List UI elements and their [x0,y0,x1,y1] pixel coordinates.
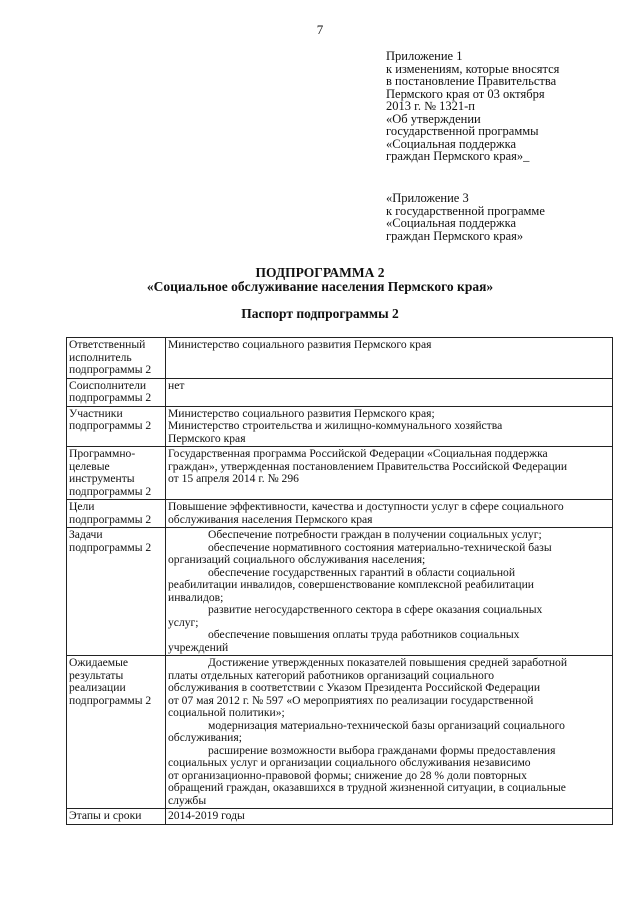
row-value-line: обеспечение государственных гарантий в области социальной [208,566,516,579]
row-value-line: нет [168,379,185,392]
subprogram-title [0,266,640,294]
row-label-line: Этапы и сроки [69,810,142,822]
row-value-line: Государственная программа Российской Федерации «Социальная поддержка [168,448,548,460]
row-value-line: от организационно-правовой формы; снижение до 28 % доли повторных [168,769,527,782]
row-value-line: инвалидов; [168,591,224,604]
row-value-line: услуг; [168,616,199,629]
row-label-line: подпрограммы 2 [69,420,152,432]
row-value-line: учреждений [168,641,229,654]
row-value-cell [166,338,613,379]
row-label-cell [67,406,166,447]
row-label-line: Ответственный [69,339,146,351]
row-value-line: Достижение утвержденных показателей повышения средней заработной [208,657,568,669]
table-row [67,809,613,825]
appendix-1-line: в постановление Правительства [386,74,557,88]
row-value-line: от 07 мая 2012 г. № 597 «О мероприятиях по реализации государственной [168,694,534,707]
appendix-1-line: граждан Пермского края»_ [386,149,530,163]
row-label-cell [67,500,166,528]
row-value-line: социальных услуг и организации социального обслуживания независимо [168,757,531,769]
row-value-line: Министерство социального развития Пермского края; [168,407,435,420]
row-label-line: целевые [69,460,110,473]
row-value-line: модернизация материально-технической базы организаций социального [208,719,565,732]
row-value-cell [166,528,613,656]
row-value-line: обеспечение нормативного состояния материально-технической базы [208,541,552,554]
row-value-line: обращений граждан, оказавшихся в трудной жизненной ситуации, в социальные [168,782,566,794]
row-value-line: развитие негосударственного сектора в сфере оказания социальных [208,604,543,616]
row-value-cell [166,656,613,809]
row-value-cell [166,447,613,500]
row-label-line: результаты [69,669,124,682]
row-label-line: инструменты [69,473,135,485]
appendix-1-line: к изменениям, которые вносятся [386,61,560,76]
passport-title: Паспорт подпрограммы 2 [241,306,399,321]
row-value-line: Пермского края [168,432,246,445]
row-value-line: реабилитации инвалидов, совершенствование комплексной реабилитации [168,579,534,591]
table-row [67,406,613,447]
appendix-3-line: «Приложение 3 [386,191,469,205]
row-value-line: расширение возможности выбора гражданами формы предоставления [208,744,556,757]
row-label-line: подпрограммы 2 [69,694,152,707]
table-row [67,378,613,406]
row-label-line: реализации [69,682,126,694]
row-value-line: Министерство социального развития Пермского края [168,339,432,351]
appendix-1-line: Приложение 1 [386,49,463,63]
row-value-line: службы [168,794,207,807]
row-value-cell [166,378,613,406]
row-label-line: подпрограммы 2 [69,392,152,404]
appendix-3-line: «Социальная поддержка [386,216,517,230]
table-row [67,338,613,379]
row-label-cell [67,656,166,809]
row-value-cell [166,500,613,528]
row-label-line: исполнитель [69,351,132,364]
row-value-cell [166,809,613,825]
row-label-cell [67,378,166,406]
appendix-3-header [386,192,636,242]
row-label-line: Задачи [69,529,103,541]
row-value-line: социальной политики»; [168,707,285,719]
row-label-cell [67,528,166,656]
row-value-line: от 15 апреля 2014 г. № 296 [168,473,299,485]
row-value-line: обслуживания в соответствии с Указом Президента Российской Федерации [168,682,541,694]
table-row [67,500,613,528]
row-label-line: подпрограммы 2 [69,364,152,376]
subprogram-title-line2: «Социальное обслуживание населения Пермского края» [146,279,494,294]
appendix-1-line: государственной программы [386,124,539,138]
row-value-line: организаций социального обслуживания населения; [168,554,426,566]
passport-table [66,337,613,825]
row-value-line: Повышение эффективности, качества и доступности услуг в сфере социального [168,501,564,513]
row-label-line: Цели [69,501,95,513]
row-value-cell [166,406,613,447]
row-value-line: Обеспечение потребности граждан в получении социальных услуг; [208,529,542,541]
row-value-line: обслуживания населения Пермского края [168,513,373,526]
row-label-cell [67,447,166,500]
table-row [67,656,613,809]
row-label-cell [67,809,166,825]
row-value-line: 2014-2019 годы [168,810,245,822]
appendix-1-line: Пермского края от 03 октября [386,86,545,101]
row-value-line: обеспечение повышения оплаты труда работников социальных [208,629,520,641]
row-label-line: подпрограммы 2 [69,485,152,498]
appendix-1-line: «Социальная поддержка [386,136,517,151]
table-row [67,447,613,500]
row-label-line: Программно- [69,448,136,460]
row-label-line: подпрограммы 2 [69,541,152,554]
appendix-1-header [386,50,636,163]
page-number: 7 [316,22,324,37]
table-row [67,528,613,656]
row-value-line: платы отдельных категорий работников организаций социального [168,669,495,682]
row-label-line: подпрограммы 2 [69,513,152,526]
appendix-1-line: 2013 г. № 1321-п [386,99,475,113]
row-value-line: обслуживания; [168,732,242,744]
row-label-line: Участники [69,407,123,420]
row-value-line: граждан», утвержденная постановлением Правительства Российской Федерации [168,460,568,473]
row-label-line: Ожидаемые [69,657,129,669]
row-label-line: Соисполнители [69,379,147,392]
subprogram-title-line1: ПОДПРОГРАММА 2 [255,265,385,280]
row-label-cell [67,338,166,379]
row-value-line: Министерство строительства и жилищно-коммунального хозяйства [168,420,503,432]
appendix-3-line: к государственной программе [386,203,545,218]
appendix-1-line: «Об утверждении [386,111,481,126]
appendix-3-line: граждан Пермского края» [386,228,524,243]
